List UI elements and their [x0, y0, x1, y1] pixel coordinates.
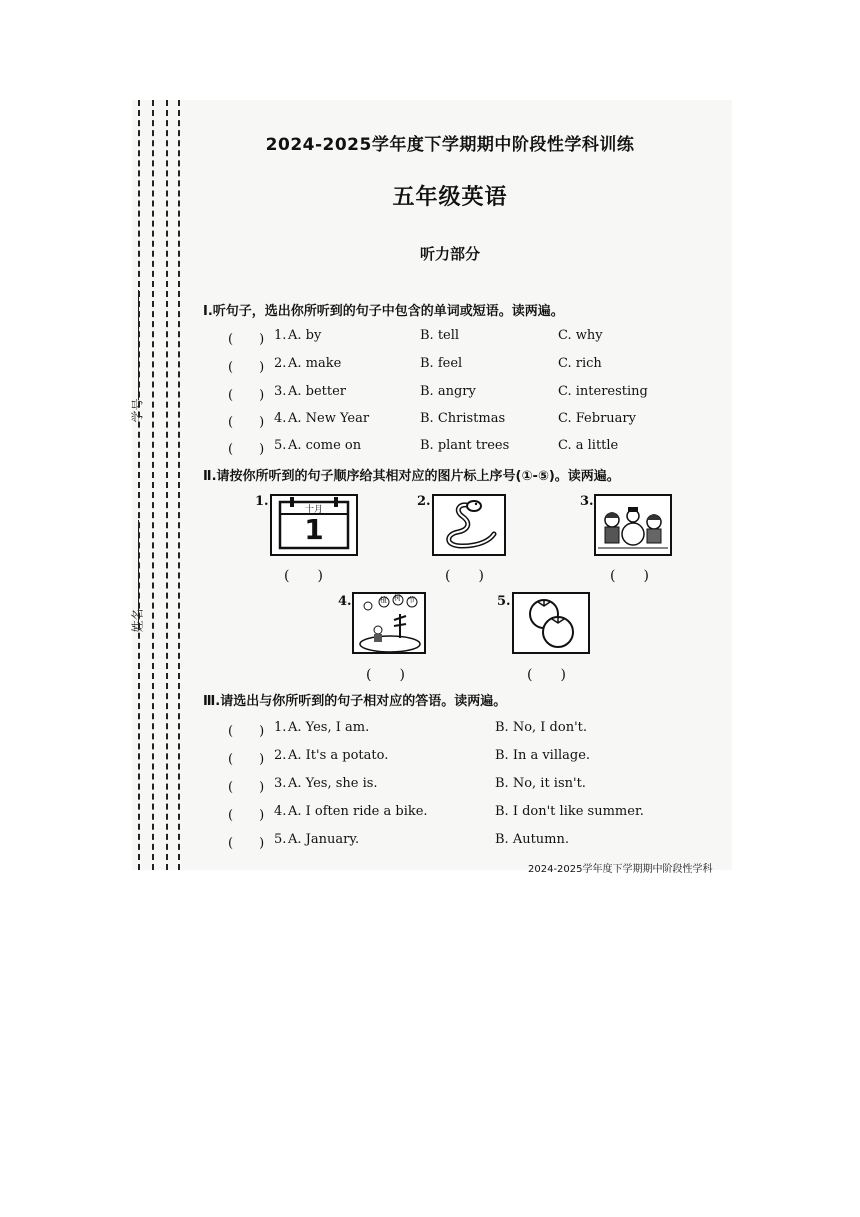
option-a: A. better	[288, 384, 347, 399]
part1-heading: Ⅰ.听句子，选出你所听到的句子中包含的单词或短语。读两遍。	[203, 304, 564, 319]
option-a: A. by	[288, 328, 322, 343]
option-c: C. February	[558, 411, 636, 426]
option-b: B. tell	[420, 328, 460, 343]
question-number: 2.	[274, 748, 287, 763]
option-c: C. interesting	[558, 384, 648, 399]
answer-blank[interactable]: ( )	[228, 808, 265, 823]
picture-answer-blank[interactable]: ( )	[610, 568, 649, 584]
binding-dash-line	[138, 100, 140, 870]
answer-blank[interactable]: ( )	[228, 442, 265, 457]
picture-number: 3.	[580, 494, 594, 509]
picture-answer-blank[interactable]: ( )	[445, 568, 484, 584]
sign-text: 节	[408, 596, 415, 604]
student-id-line	[138, 290, 139, 400]
question-number: 1.	[274, 720, 287, 735]
option-b: B. plant trees	[420, 438, 510, 453]
answer-blank[interactable]: ( )	[228, 780, 265, 795]
answer-blank[interactable]: ( )	[228, 332, 265, 347]
question-number: 5.	[274, 832, 287, 847]
tree-planting-icon	[352, 592, 426, 654]
option-a: A. come on	[288, 438, 362, 453]
student-id-label: 学号	[130, 398, 145, 423]
option-c: C. why	[558, 328, 603, 343]
answer-blank[interactable]: ( )	[228, 388, 265, 403]
option-b: B. Christmas	[420, 411, 506, 426]
exam-title: 2024-2025学年度下学期期中阶段性学科训练	[265, 135, 635, 155]
sign-text: 植	[380, 596, 387, 604]
answer-blank[interactable]: ( )	[228, 415, 265, 430]
name-label: 姓名	[130, 608, 145, 633]
exam-sheet	[132, 100, 732, 870]
part2-heading: Ⅱ.请按你所听到的句子顺序给其相对应的图片标上序号(①-⑤)。读两遍。	[203, 469, 620, 484]
answer-blank[interactable]: ( )	[228, 360, 265, 375]
question-number: 2.	[274, 356, 287, 371]
option-a: A. I often ride a bike.	[288, 804, 428, 819]
option-b: B. No, it isn't.	[495, 776, 586, 791]
option-a: A. Yes, I am.	[288, 720, 370, 735]
option-a: A. Yes, she is.	[288, 776, 378, 791]
calendar-icon	[270, 494, 358, 556]
option-b: B. Autumn.	[495, 832, 570, 847]
part3-heading: Ⅲ.请选出与你所听到的句子相对应的答语。读两遍。	[203, 694, 507, 709]
picture-answer-blank[interactable]: ( )	[366, 667, 405, 683]
binding-margin	[132, 100, 182, 870]
calendar-month-text: 十月	[304, 505, 323, 515]
picture-answer-blank[interactable]: ( )	[527, 667, 566, 683]
option-a: A. It's a potato.	[288, 748, 389, 763]
question-number: 3.	[274, 384, 287, 399]
option-b: B. No, I don't.	[495, 720, 588, 735]
question-number: 4.	[274, 804, 287, 819]
option-a: A. New Year	[288, 411, 370, 426]
question-number: 4.	[274, 411, 287, 426]
question-number: 1.	[274, 328, 287, 343]
sign-text: 树	[394, 594, 401, 602]
picture-number: 5.	[497, 594, 511, 609]
snowman-children-icon	[594, 494, 672, 556]
option-b: B. I don't like summer.	[495, 804, 644, 819]
option-a: A. January.	[288, 832, 360, 847]
answer-blank[interactable]: ( )	[228, 752, 265, 767]
binding-dash-line	[166, 100, 168, 870]
question-number: 3.	[274, 776, 287, 791]
answer-blank[interactable]: ( )	[228, 836, 265, 851]
picture-number: 1.	[255, 494, 269, 509]
answer-blank[interactable]: ( )	[228, 724, 265, 739]
option-a: A. make	[288, 356, 342, 371]
option-b: B. angry	[420, 384, 476, 399]
grade-title: 五年级英语	[392, 185, 508, 210]
question-number: 5.	[274, 438, 287, 453]
picture-answer-blank[interactable]: ( )	[284, 568, 323, 584]
page-footer: 2024-2025学年度下学期期中阶段性学科	[528, 864, 713, 875]
option-b: B. feel	[420, 356, 463, 371]
tomatoes-icon	[512, 592, 590, 654]
picture-number: 2.	[417, 494, 431, 509]
option-c: C. rich	[558, 356, 602, 371]
section-title: 听力部分	[419, 245, 480, 263]
calendar-day-text: 1	[304, 513, 324, 546]
binding-dash-line	[178, 100, 180, 870]
picture-number: 4.	[338, 594, 352, 609]
option-c: C. a little	[558, 438, 619, 453]
snake-icon	[432, 494, 506, 556]
binding-dash-line	[152, 100, 154, 870]
option-b: B. In a village.	[495, 748, 591, 763]
